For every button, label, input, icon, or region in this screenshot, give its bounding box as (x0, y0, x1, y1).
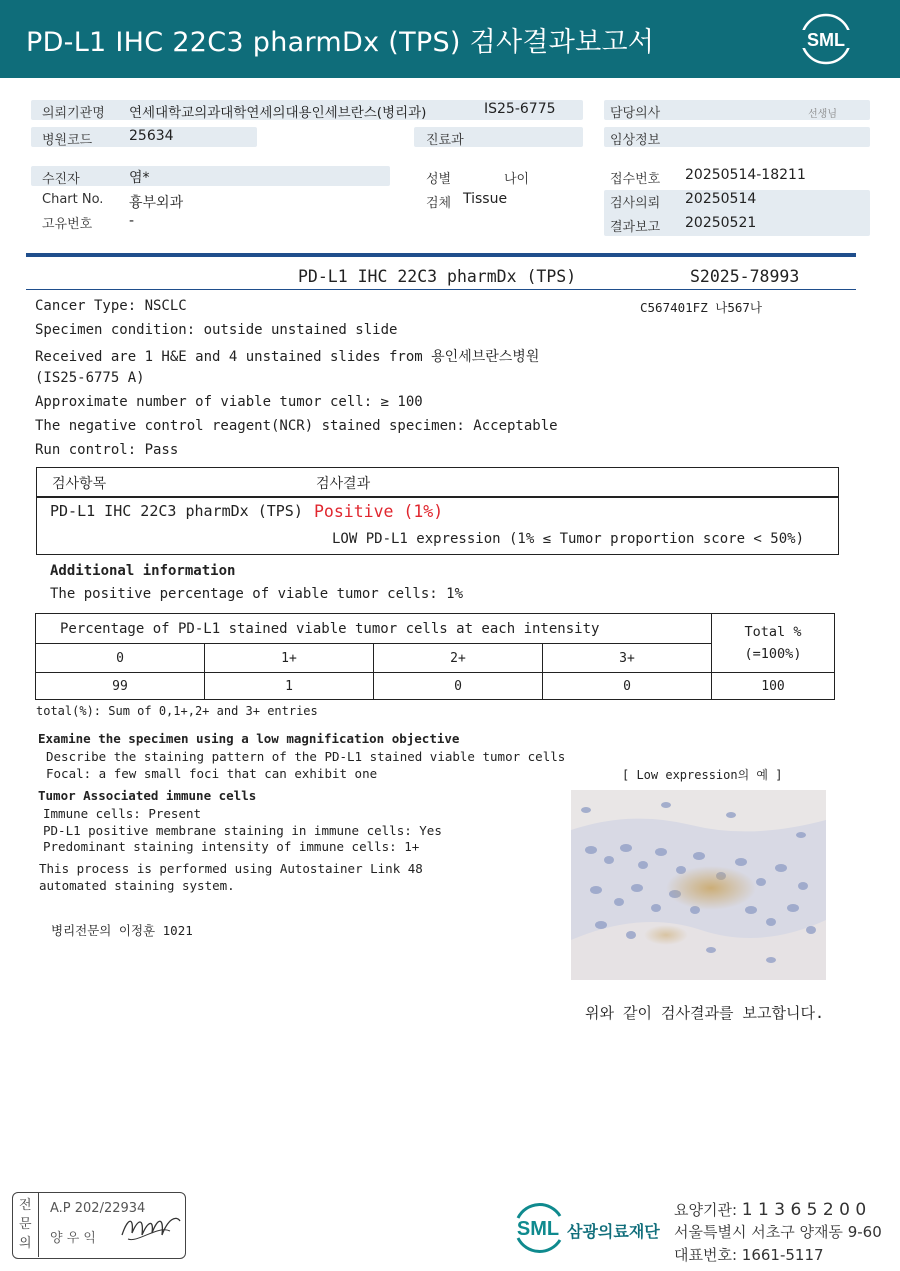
sml-logo (796, 12, 856, 66)
micrograph-image (571, 790, 826, 980)
request-value: 20250514 (685, 191, 757, 207)
chart-label: Chart No. (42, 192, 104, 207)
total-header-line2: (=100%) (744, 646, 802, 662)
provider-code: 1 1 3 6 5 2 0 0 (741, 1200, 867, 1220)
immune-line3: Predominant staining intensity of immune cells: 1+ (43, 839, 420, 854)
result-value: Positive (1%) (314, 502, 444, 521)
specimen-value: Tissue (463, 191, 508, 207)
pathologist-signature: 병리전문의 이정훈 1021 (51, 923, 193, 938)
intensity-value: 0 (543, 673, 712, 700)
immune-line2: PD-L1 positive membrane staining in immune cells: Yes (43, 823, 442, 838)
foundation-name: 삼광의료재단 (567, 1222, 660, 1241)
report-line: Run control: Pass (35, 442, 179, 458)
patient-name-value: 염* (129, 170, 150, 186)
intensity-value: 1 (205, 673, 374, 700)
stamp-side-char: 의 (19, 1236, 32, 1251)
doctor-suffix: 선생님 (808, 109, 837, 120)
hospital-code-value: 25634 (129, 128, 174, 144)
report-line: Cancer Type: NSCLC (35, 298, 187, 314)
examine-line1: Describe the staining pattern of the PD-L1 stained viable tumor cells (46, 749, 566, 764)
institution-code: IS25-6775 (484, 101, 556, 117)
receipt-label: 접수번호 (610, 172, 661, 187)
examine-title: Examine the specimen using a low magnification objective (38, 731, 460, 746)
intensity-column-header: 2+ (374, 644, 543, 673)
result-result-header: 검사결과 (316, 476, 371, 492)
patient-name-label: 수진자 (42, 172, 80, 187)
specimen-label: 검체 (426, 196, 452, 211)
age-label: 나이 (504, 172, 530, 187)
patient-name-bar (31, 166, 390, 186)
total-header-line1: Total % (744, 624, 802, 640)
intensity-value: 99 (36, 673, 205, 700)
closing-statement: 위와 같이 검사결과를 보고합니다. (585, 1004, 824, 1022)
sml-footer-logo (510, 1200, 566, 1256)
result-item: PD-L1 IHC 22C3 pharmDx (TPS) (50, 502, 303, 520)
section-rule-thin (26, 289, 856, 290)
handwritten-signature (118, 1205, 184, 1247)
image-caption: [ Low expression의 예 ] (622, 768, 783, 782)
stamp-side-text (19, 1196, 33, 1253)
report-line: Received are 1 H&E and 4 unstained slides from 용인세브란스병원 (35, 349, 540, 365)
stamp-license: A.P 202/22934 (50, 1201, 146, 1216)
hospital-code-label: 병원코드 (42, 133, 93, 148)
chart-value: 흉부외과 (129, 195, 184, 211)
clinical-info-label: 임상정보 (610, 133, 661, 148)
department-label: 진료과 (426, 133, 464, 148)
stamp-name: 양 우 익 (50, 1231, 96, 1246)
immune-title: Tumor Associated immune cells (38, 788, 257, 803)
id-label: 고유번호 (42, 217, 93, 232)
institution-label: 의뢰기관명 (42, 106, 105, 121)
result-note: LOW PD-L1 expression (1% ≤ Tumor proportion score < 50%) (332, 531, 805, 547)
immune-line1: Immune cells: Present (43, 806, 202, 821)
phone-line (674, 1244, 824, 1265)
report-line: Specimen condition: outside unstained slide (35, 322, 398, 338)
table-footnote: total(%): Sum of 0,1+,2+ and 3+ entries (36, 704, 318, 718)
result-box-divider (36, 496, 839, 498)
report-line: The negative control reagent(NCR) stained specimen: Acceptable (35, 418, 558, 434)
process-line1: This process is performed using Autostainer Link 48 (39, 861, 423, 876)
institution-value: 연세대학교의과대학연세의대용인세브란스(병리과) (129, 105, 427, 121)
provider-label: 요양기관: (674, 1201, 738, 1219)
intensity-column-header: 3+ (543, 644, 712, 673)
total-header-cell (712, 614, 835, 673)
receipt-value: 20250514-18211 (685, 167, 806, 183)
stamp-side-char: 문 (19, 1217, 32, 1232)
process-line2: automated staining system. (39, 878, 235, 893)
phone-label: 대표번호: (674, 1246, 738, 1264)
provider-line (674, 1199, 866, 1220)
additional-text: The positive percentage of viable tumor cells: 1% (50, 586, 464, 602)
report-date-label: 결과보고 (610, 220, 661, 235)
intensity-value: 0 (374, 673, 543, 700)
report-date-value: 20250521 (685, 215, 757, 231)
report-line: Approximate number of viable tumor cell: ≥ 100 (35, 394, 423, 410)
result-item-header: 검사항목 (52, 476, 107, 492)
report-number: S2025-78993 (690, 267, 800, 286)
sml-logo-text: SML (807, 30, 845, 50)
intensity-total: 100 (712, 673, 835, 700)
sml-footer-logo-text: SML (516, 1218, 560, 1240)
page-title: PD-L1 IHC 22C3 pharmDx (TPS) 검사결과보고서 (26, 27, 655, 58)
section-rule-thick (26, 253, 856, 257)
intensity-column-header: 0 (36, 644, 205, 673)
phone-number: 1661-5117 (741, 1246, 824, 1264)
report-code: C567401FZ 나567나 (640, 300, 762, 315)
additional-title: Additional information (50, 563, 236, 579)
intensity-table-header: Percentage of PD-L1 stained viable tumor cells at each intensity (36, 614, 712, 644)
footer-address: 서울특별시 서초구 양재동 9-60 (674, 1223, 882, 1241)
micrograph-drawing (571, 790, 826, 980)
id-value: - (129, 213, 135, 229)
intensity-table (35, 613, 835, 700)
doctor-label: 담당의사 (610, 106, 661, 121)
report-line: (IS25-6775 A) (35, 370, 145, 386)
request-label: 검사의뢰 (610, 196, 661, 211)
sex-label: 성별 (426, 172, 452, 187)
intensity-column-header: 1+ (205, 644, 374, 673)
examine-line2: Focal: a few small foci that can exhibit one (46, 766, 378, 781)
report-title: PD-L1 IHC 22C3 pharmDx (TPS) (298, 267, 577, 286)
stamp-side-char: 전 (19, 1198, 32, 1213)
